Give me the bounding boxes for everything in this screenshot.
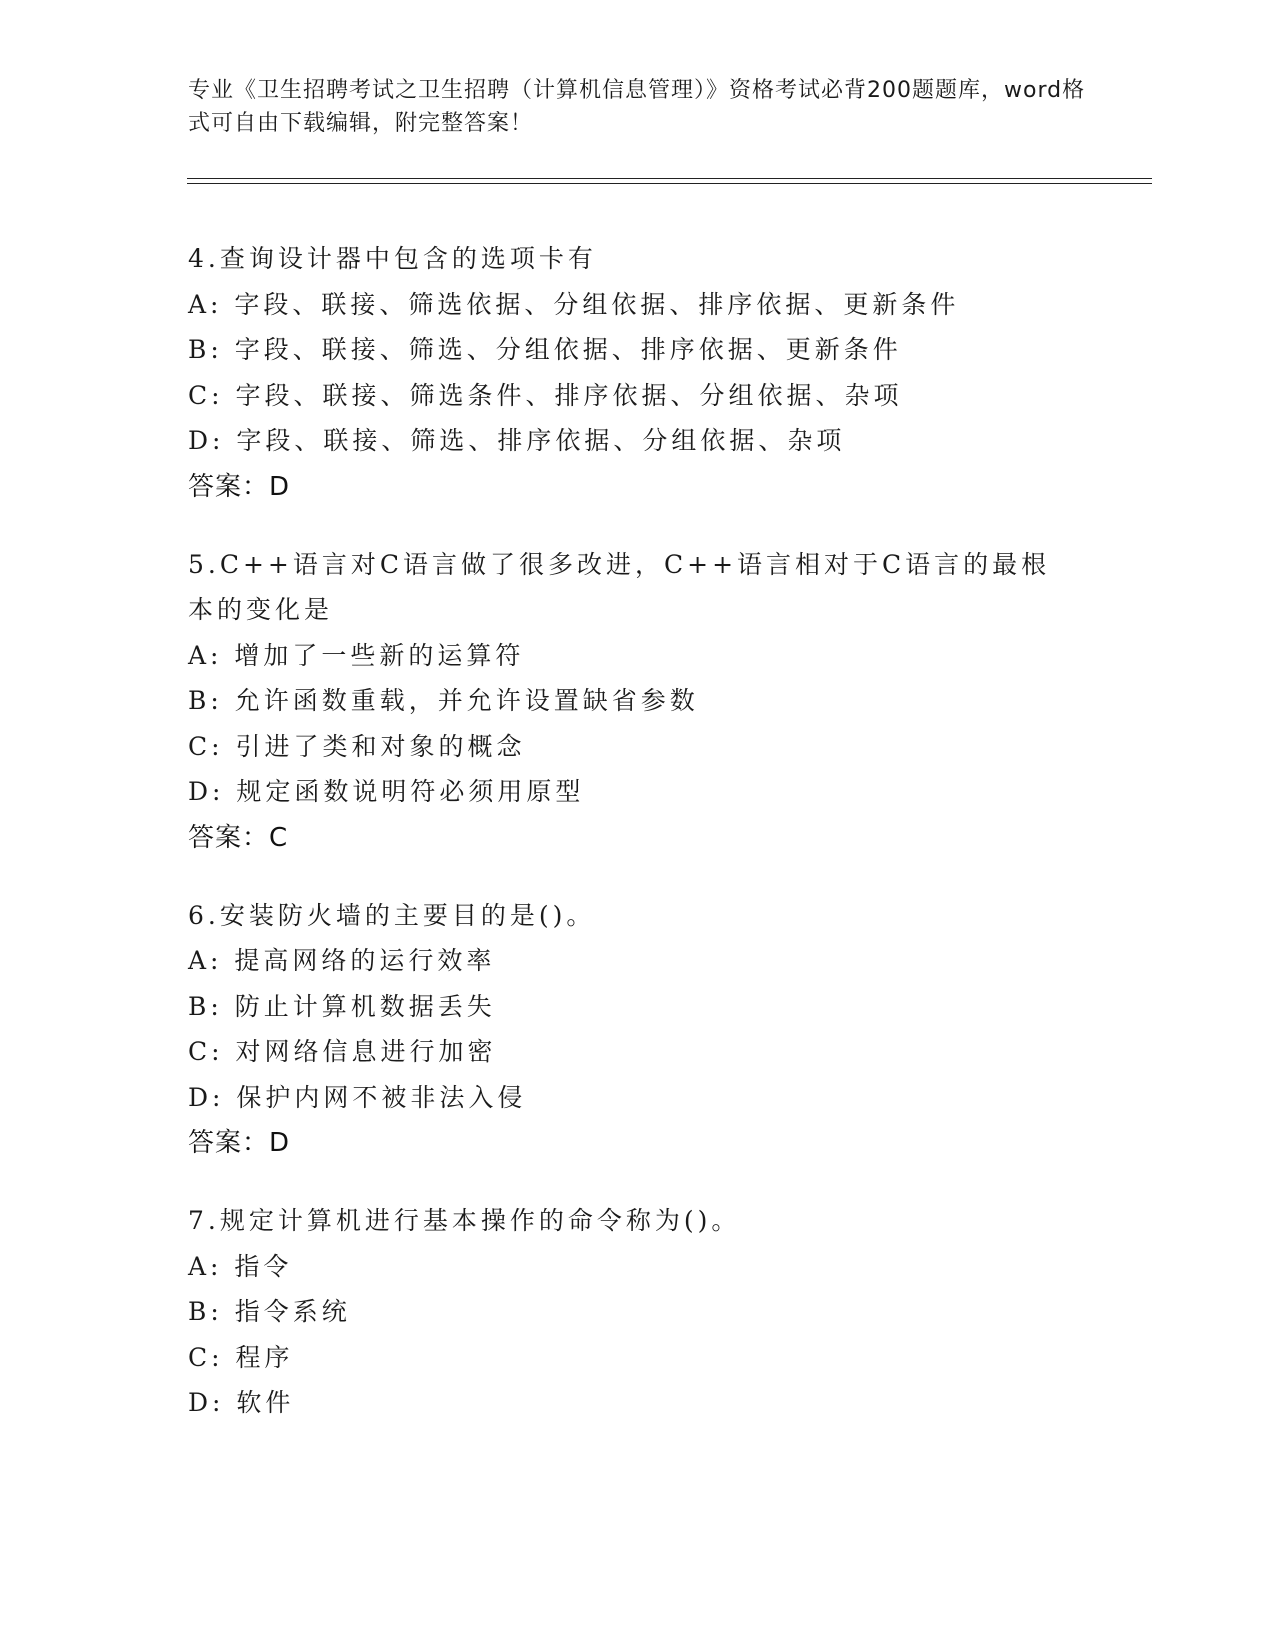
option-a: A: 增加了一些新的运算符 xyxy=(188,640,525,670)
option-d: D: 软件 xyxy=(188,1388,295,1417)
header-divider-bottom xyxy=(187,183,1152,184)
question-stem: 7.规定计算机进行基本操作的命令称为()。 xyxy=(188,1206,741,1235)
answer: 答案：D xyxy=(188,1128,291,1158)
option-c: C: 引进了类和对象的概念 xyxy=(188,731,526,761)
option-c: C: 程序 xyxy=(188,1342,294,1372)
question-5 xyxy=(188,542,1088,861)
question-list xyxy=(188,236,1088,1458)
question-4 xyxy=(188,236,1088,510)
document-header: 专业《卫生招聘考试之卫生招聘（计算机信息管理）》资格考试必背200题题库，word格式可自由下载编辑，附完整答案！ xyxy=(188,78,1086,136)
answer: 答案：D xyxy=(188,471,291,502)
question-stem: 6.安装防火墙的主要目的是()。 xyxy=(188,900,596,930)
option-b: B: 字段、联接、筛选、分组依据、排序依据、更新条件 xyxy=(188,335,902,364)
option-c: C: 对网络信息进行加密 xyxy=(188,1037,497,1066)
question-7 xyxy=(188,1198,1088,1426)
option-b: B: 指令系统 xyxy=(188,1297,351,1326)
option-b: B: 允许函数重载，并允许设置缺省参数 xyxy=(188,686,699,715)
option-d: D: 规定函数说明符必须用原型 xyxy=(188,777,585,806)
option-a: A: 提高网络的运行效率 xyxy=(188,946,496,975)
option-a: A: 字段、联接、筛选依据、分组依据、排序依据、更新条件 xyxy=(188,289,960,319)
option-c: C: 字段、联接、筛选条件、排序依据、分组依据、杂项 xyxy=(188,380,903,410)
option-a: A: 指令 xyxy=(188,1251,293,1281)
option-b: B: 防止计算机数据丢失 xyxy=(188,991,496,1021)
option-d: D: 保护内网不被非法入侵 xyxy=(188,1082,527,1112)
question-stem: 4.查询设计器中包含的选项卡有 xyxy=(188,244,597,273)
option-d: D: 字段、联接、筛选、排序依据、分组依据、杂项 xyxy=(188,426,846,455)
header-divider-top xyxy=(187,178,1152,179)
answer: 答案：C xyxy=(188,822,289,853)
question-6 xyxy=(188,893,1088,1167)
question-stem: 5.C++语言对C语言做了很多改进，C++语言相对于C语言的最根本的变化是 xyxy=(188,549,1051,624)
